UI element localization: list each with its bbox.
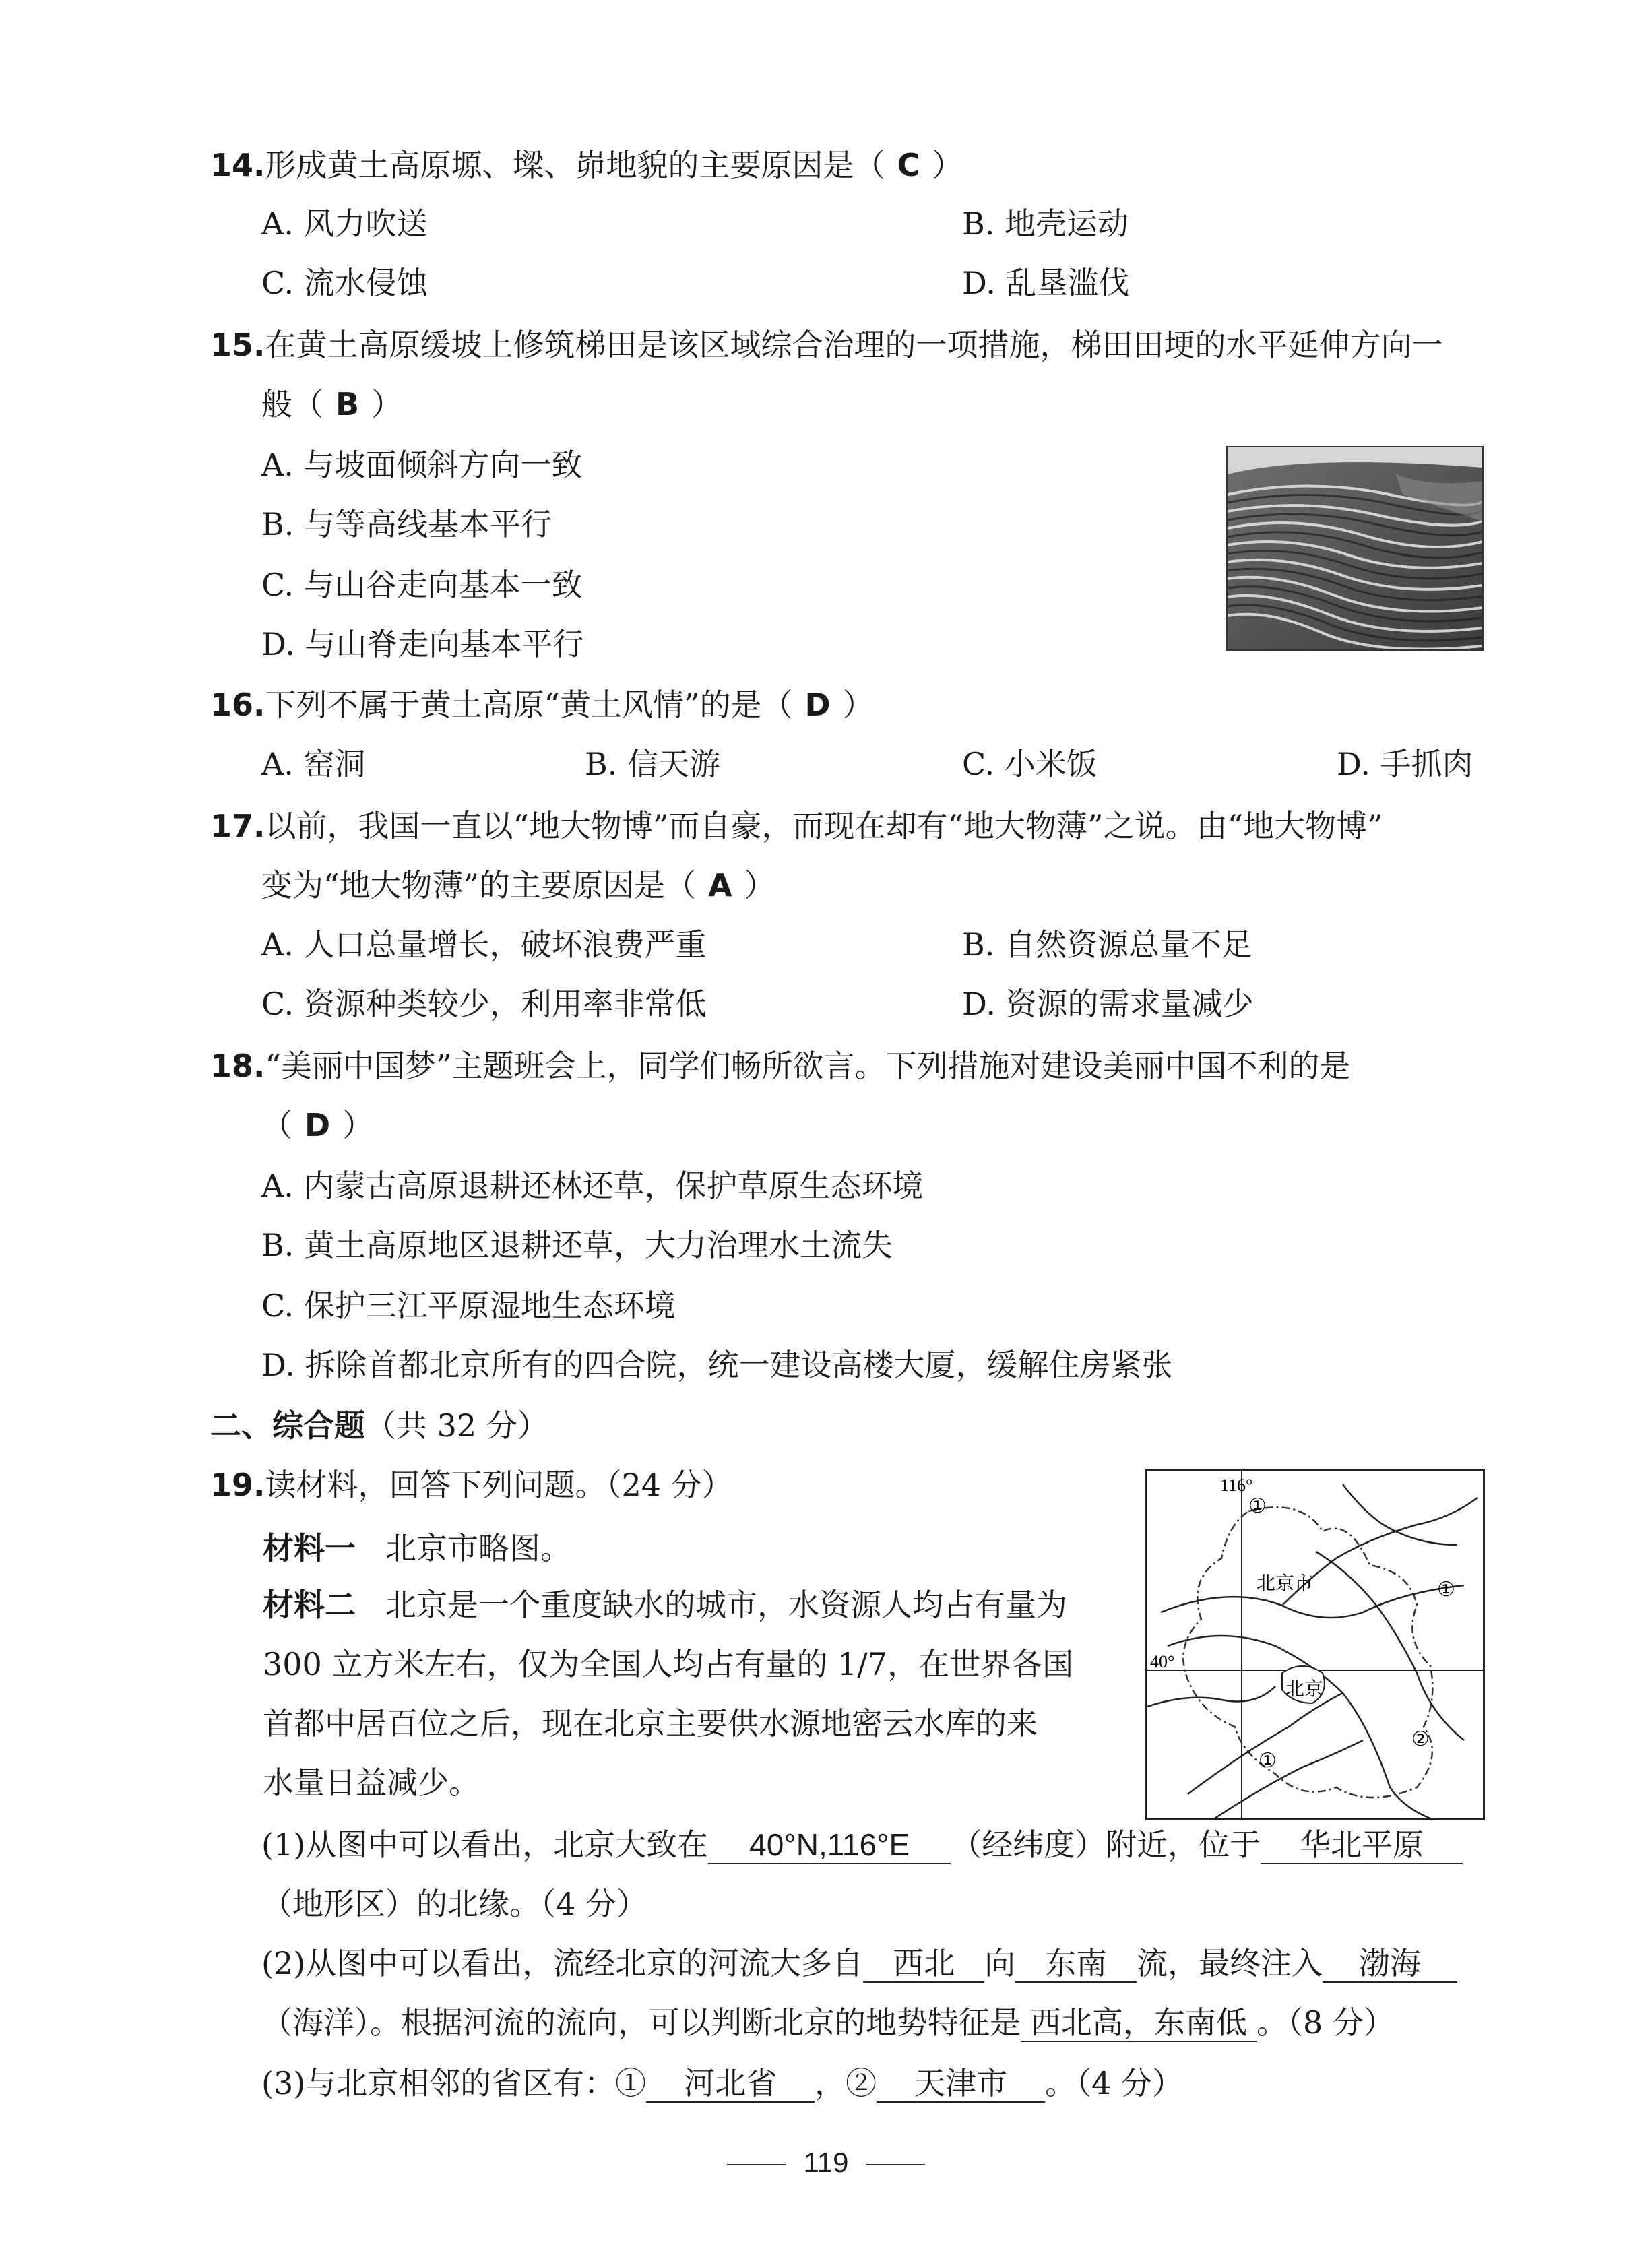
q19-sub2: (2)从图中可以看出，流经北京的河流大多自 西北 向 东南 流，最终注入 渤海	[261, 1943, 1457, 1983]
q19-sub2-blank-to: 东南	[1015, 1945, 1137, 1983]
q19-sub1-line2: （地形区）的北缘。（4 分）	[261, 1886, 647, 1922]
q18-stem-line2: （ D ）	[261, 1107, 374, 1143]
q16-option-d: D. 手抓肉	[1337, 746, 1473, 782]
q14-stem-text: 形成黄土高原塬、墚、峁地貌的主要原因是（	[265, 147, 885, 183]
section-2-title: 二、综合题	[210, 1407, 365, 1444]
q18-stem: 18.“美丽中国梦”主题班会上，同学们畅所欲言。下列措施对建设美丽中国不利的是	[210, 1048, 1351, 1084]
city-region-label: 北京市	[1257, 1573, 1314, 1594]
q16-option-c: C. 小米饭	[962, 746, 1098, 782]
q18-option-b: B. 黄土高原地区退耕还草，大力治理水土流失	[261, 1227, 893, 1263]
material1-text: 北京市略图。	[385, 1530, 571, 1566]
q15-stem: 15.在黄土高原缓坡上修筑梯田是该区域综合治理的一项措施，梯田田埂的水平延伸方向一	[210, 327, 1443, 363]
q16-option-b: B. 信天游	[585, 746, 721, 782]
q14-answer: C	[897, 147, 920, 183]
q17-number: 17.	[210, 808, 265, 844]
q17-option-c: C. 资源种类较少，利用率非常低	[261, 986, 707, 1022]
q15-option-d: D. 与山脊走向基本平行	[261, 626, 584, 662]
q18-option-a: A. 内蒙古高原退耕还林还草，保护草原生态环境	[261, 1168, 924, 1204]
q15-option-b: B. 与等高线基本平行	[261, 506, 552, 542]
marker-1-east: ①	[1437, 1579, 1455, 1601]
beijing-map-svg	[1147, 1471, 1483, 1818]
q19-sub2-blank-sea: 渤海	[1323, 1945, 1457, 1983]
q19-sub1: (1)从图中可以看出，北京大致在 40°N,116°E （经纬度）附近，位于 华北平原	[261, 1824, 1463, 1865]
q19-sub1-blank-landform: 华北平原	[1261, 1826, 1463, 1864]
terrace-photo	[1226, 446, 1484, 651]
q16-option-a: A. 窑洞	[261, 746, 366, 782]
city-label: 北京	[1285, 1679, 1324, 1700]
q18-number: 18.	[210, 1048, 265, 1084]
q17-option-b: B. 自然资源总量不足	[962, 926, 1253, 963]
page-footer	[0, 2147, 1652, 2179]
q14-option-a: A. 风力吹送	[261, 205, 428, 242]
q19-sub3: (3)与北京相邻的省区有：① 河北省 ，② 天津市 。（4 分）	[261, 2065, 1184, 2101]
q14-option-b: B. 地壳运动	[962, 205, 1129, 242]
q14-number: 14.	[210, 147, 265, 183]
q17-option-d: D. 资源的需求量减少	[962, 986, 1254, 1022]
q17-option-a: A. 人口总量增长，破坏浪费严重	[261, 926, 707, 963]
q18-answer: D	[305, 1107, 331, 1143]
q17-stem: 17.以前，我国一直以“地大物博”而自豪，而现在却有“地大物薄”之说。由“地大物博”	[210, 808, 1383, 844]
section-2-heading	[210, 1405, 548, 1446]
material2-label: 材料二	[263, 1587, 356, 1623]
q17-answer: A	[708, 867, 732, 903]
q19-sub3-blank-province1: 河北省	[646, 2065, 815, 2103]
q19-material2-line4: 水量日益减少。	[263, 1765, 480, 1801]
q19-sub1-blank-coordinates: 40°N,116°E	[708, 1826, 951, 1864]
q14-option-d: D. 乱垦滥伐	[962, 265, 1130, 301]
marker-1-north: ①	[1248, 1495, 1267, 1517]
q19-material2-line2: 300 立方米左右，仅为全国人均占有量的 1/7，在世界各国	[263, 1646, 1074, 1682]
q19-stem: 19.读材料，回答下列问题。（24 分）	[210, 1467, 733, 1503]
q16-stem: 16.下列不属于黄土高原“黄土风情”的是（ D ）	[210, 687, 874, 723]
q19-sub3-blank-province2: 天津市	[877, 2065, 1045, 2103]
material1-label: 材料一	[263, 1530, 356, 1566]
q14-option-c: C. 流水侵蚀	[261, 265, 428, 301]
q19-sub2-blank-from: 西北	[863, 1945, 984, 1983]
q14-stem: 14.形成黄土高原塬、墚、峁地貌的主要原因是（ C ）	[210, 147, 963, 183]
q15-stem-line2: 般（ B ）	[261, 386, 403, 422]
q19-sub2-blank-terrain: 西北高，东南低	[1021, 2004, 1257, 2042]
q19-material1	[263, 1528, 571, 1568]
q16-number: 16.	[210, 687, 265, 723]
q19-material2-line1: 材料二 北京是一个重度缺水的城市，水资源人均占有量为	[263, 1587, 1067, 1623]
q15-option-a: A. 与坡面倾斜方向一致	[261, 447, 583, 483]
q15-answer: B	[336, 386, 360, 422]
q18-option-d: D. 拆除首都北京所有的四合院，统一建设高楼大厦，缓解住房紧张	[261, 1347, 1173, 1383]
beijing-sketch-map	[1145, 1469, 1485, 1820]
page-number: 119	[803, 2147, 849, 2178]
beijing-boundary	[1183, 1507, 1432, 1798]
q19-number: 19.	[210, 1467, 265, 1503]
q16-answer: D	[804, 687, 831, 723]
footer-rule-right	[866, 2164, 925, 2165]
q18-option-c: C. 保护三江平原湿地生态环境	[261, 1288, 676, 1324]
section-2-score: （共 32 分）	[365, 1407, 548, 1444]
marker-1-south: ①	[1259, 1750, 1277, 1772]
q19-material2-line3: 首都中居百位之后，现在北京主要供水源地密云水库的来	[263, 1705, 1038, 1742]
longitude-label: 116°	[1220, 1475, 1253, 1495]
marker-2: ②	[1411, 1728, 1430, 1750]
q17-stem-line2: 变为“地大物薄”的主要原因是（ A ）	[261, 867, 775, 903]
terrace-photo-image	[1228, 447, 1482, 649]
q15-number: 15.	[210, 327, 265, 363]
q15-option-c: C. 与山谷走向基本一致	[261, 567, 583, 603]
footer-rule-left	[727, 2164, 786, 2165]
latitude-label: 40°	[1150, 1652, 1175, 1672]
q19-sub2-line2: （海洋）。根据河流的流向，可以判断北京的地势特征是 西北高，东南低 。（8 分）	[261, 2004, 1395, 2041]
